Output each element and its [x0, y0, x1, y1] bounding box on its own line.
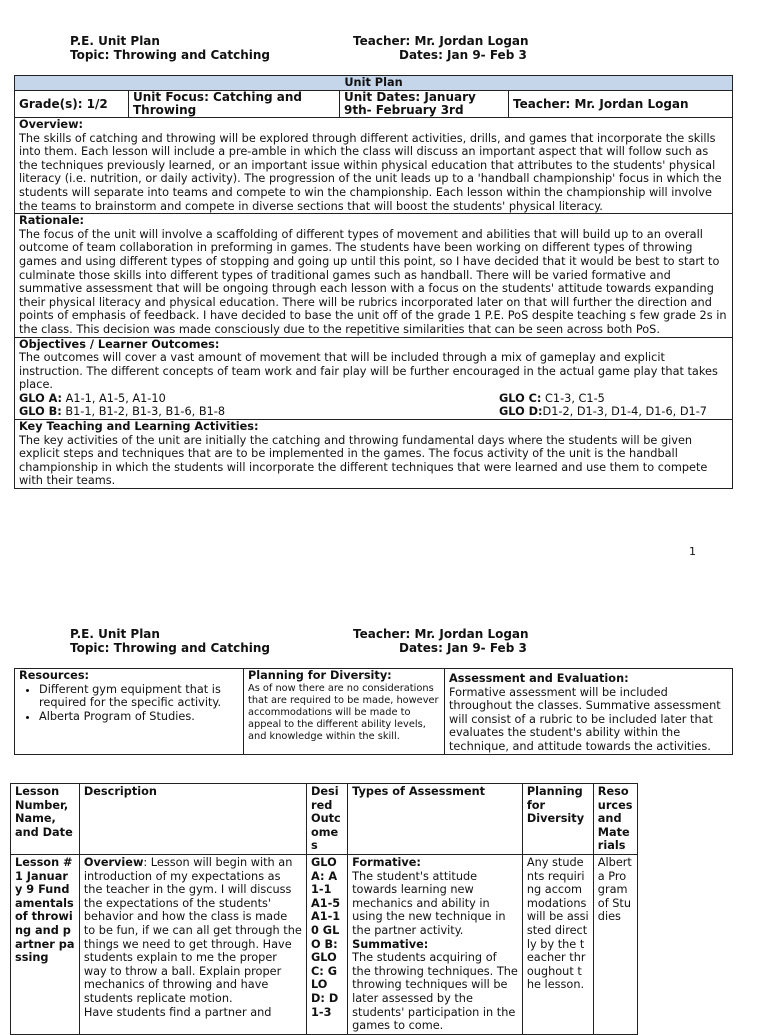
lesson-table [10, 783, 638, 1035]
doc-dates: Dates: Jan 9- Feb 3 [399, 641, 527, 655]
overview-text: The skills of catching and throwing will be explored through different activities, drills, and games that incorporate the skills into them. Each lesson will include a pre-amble in which the class will discuss an important aspect that will follow such as the techniques previously learned, or an important issue within physical education that attributes to the students' physical literacy (i.e. nutrition, or daily activity). The progression of the unit leads up to a 'handball championship' focus in which the students will separate into teams and compete to win the championship. Each lesson within the championship will involve the teams to brainstorm and compete in diverse sections that will boost the students' physical literacy. [19, 131, 722, 213]
grade-cell: Grade(s): 1/2 [15, 91, 129, 118]
lesson-desc-text-continued: Have students find a partner and [83, 1005, 272, 1019]
glo-row-2 [19, 405, 728, 419]
activities-text: The key activities of the unit are initially the catching and throwing fundamental days where the students will be given explicit steps and techniques that are to be implemented in the games. The focus activity of the unit is the handball championship in which the students will incorporate the different techniques that were learned and use them to compete with their teams. [19, 433, 708, 488]
objectives-title: Objectives / Learner Outcomes: [19, 337, 220, 351]
lesson-resources: Alberta Program of Studies [593, 854, 637, 1034]
assessment-cell [445, 669, 733, 755]
activities-section [15, 420, 733, 489]
glo-a-label: GLO A: [19, 391, 63, 405]
page-header-right [353, 34, 529, 62]
lesson-assessment [348, 854, 523, 1034]
col-header-assessment: Types of Assessment [348, 784, 523, 855]
diversity-text: As of now there are no considerations that are required to be made, however accommodations will be made to appeal to the different ability levels, and knowledge within the skill. [248, 682, 439, 742]
col-header-diversity: Planning for Diversity [522, 784, 593, 855]
resources-list [19, 683, 239, 724]
doc-title: P.E. Unit Plan [70, 627, 160, 641]
formative-label: Formative: [352, 855, 421, 869]
teacher-cell: Teacher: Mr. Jordan Logan [509, 91, 733, 118]
glo-b-label: GLO B: [19, 405, 62, 419]
overview-section [15, 118, 733, 214]
col-header-resources: Resources and Materials [593, 784, 637, 855]
glo-d-value: D1-2, D1-3, D1-4, D1-6, D1-7 [542, 405, 707, 419]
unit-dates-cell: Unit Dates: January 9th- February 3rd [340, 91, 509, 118]
rationale-title: Rationale: [19, 214, 85, 228]
page2-header-left [70, 627, 270, 655]
diversity-title: Planning for Diversity: [248, 669, 392, 682]
lesson-name: Lesson #1 January 9 Fundamentals of throwing and partner passing [11, 854, 80, 1034]
glo-d-label: GLO D: [499, 405, 543, 419]
rationale-text: The focus of the unit will involve a scaffolding of different types of movement and abilities that will build up to an overall outcome of team collaboration in preforming in games. The students have been working on different types of throwing games and using different types of stopping and going up until this point, so I have decided that it would be best to start to culminate those skills into different types of traditional games such as handball. There will be varied formative and summative assessment that will be ongoing through each lesson with a focus on the students' attitude towards expanding their physical literacy and physical education. There will be rubrics incorporated later on that will further the direction and points of emphasis of feedback. I have decided to base the unit off of the grade 1 P.E. PoS despite teaching s few grade 2s in the class. This decision was made consciously due to the repetitive similarities that can be seen across both PoS. [19, 227, 727, 336]
summative-text: The students acquiring of the throwing techniques. The throwing techniques will be later assessed by the students' participation in the games to come. [352, 951, 518, 1033]
resources-table [14, 668, 733, 755]
doc-topic: Topic: Throwing and Catching [70, 641, 270, 655]
col-header-description: Description [79, 784, 306, 855]
resources-title: Resources: [19, 669, 90, 682]
lesson-diversity: Any students requiring accommodations will be assisted directly by the teacher throughout the lesson. [522, 854, 593, 1034]
lesson-desc-label: Overview [83, 855, 144, 869]
resources-item: • Alberta Program of Studies. [39, 710, 239, 724]
diversity-cell [244, 669, 445, 755]
col-header-lesson: Lesson Number, Name, and Date [11, 784, 80, 855]
table-row [11, 854, 638, 1034]
activities-title: Key Teaching and Learning Activities: [19, 420, 259, 434]
assessment-title: Assessment and Evaluation: [449, 672, 629, 685]
doc-teacher: Teacher: Mr. Jordan Logan [353, 627, 529, 641]
lesson-desc-text: : Lesson will begin with an introduction of my expectations as the teacher in the gym. I will discuss the expectations of the students' behavior and how the class is made to be fun, if we can all get through the things we need to get through. Have students explain to me the proper way to throw a ball. Explain proper mechanics of throwing and have students replicate motion. [83, 855, 302, 1005]
page-number: 1 [689, 545, 696, 558]
lesson-description [79, 854, 306, 1034]
unit-plan-table [14, 75, 733, 489]
resources-cell [15, 669, 244, 755]
page2-header-right [353, 627, 529, 655]
glo-c-value: C1-3, C1-5 [541, 391, 605, 405]
unit-focus-cell: Unit Focus: Catching and Throwing [129, 91, 340, 118]
col-header-outcomes: Desired Outcomes [307, 784, 348, 855]
formative-text: The student's attitude towards learning new mechanics and ability in using the new technique in the partner activity. [352, 869, 506, 937]
assessment-text: Formative assessment will be included throughout the classes. Summative assessment will consist of a rubric to be included later that evaluates the student's ability within the technique, and attitude towards the activities. [449, 685, 721, 753]
doc-teacher: Teacher: Mr. Jordan Logan [353, 34, 529, 48]
objectives-text: The outcomes will cover a vast amount of movement that will be included through a mix of gameplay and explicit instruction. The different concepts of team work and fair play will be further encouraged in the actual game play that takes place. [19, 351, 718, 392]
doc-dates: Dates: Jan 9- Feb 3 [399, 48, 527, 62]
overview-title: Overview: [19, 118, 84, 131]
resources-item: • Different gym equipment that is required for the specific activity. [39, 683, 239, 710]
page-header-left [70, 34, 270, 62]
doc-topic: Topic: Throwing and Catching [70, 48, 270, 62]
glo-b-value: B1-1, B1-2, B1-3, B1-6, B1-8 [61, 405, 226, 419]
lesson-outcomes: GLO A: A1-1 A1-5 A1-10 GLO B: GLO C: GLO D: D1-3 [307, 854, 348, 1034]
summative-label: Summative: [352, 937, 429, 951]
glo-c-label: GLO C: [499, 391, 542, 405]
doc-title: P.E. Unit Plan [70, 34, 160, 48]
objectives-section [15, 337, 733, 420]
unit-plan-title: Unit Plan [15, 76, 733, 91]
rationale-section [15, 214, 733, 337]
glo-row-1 [19, 392, 728, 406]
glo-a-value: A1-1, A1-5, A1-10 [62, 391, 166, 405]
